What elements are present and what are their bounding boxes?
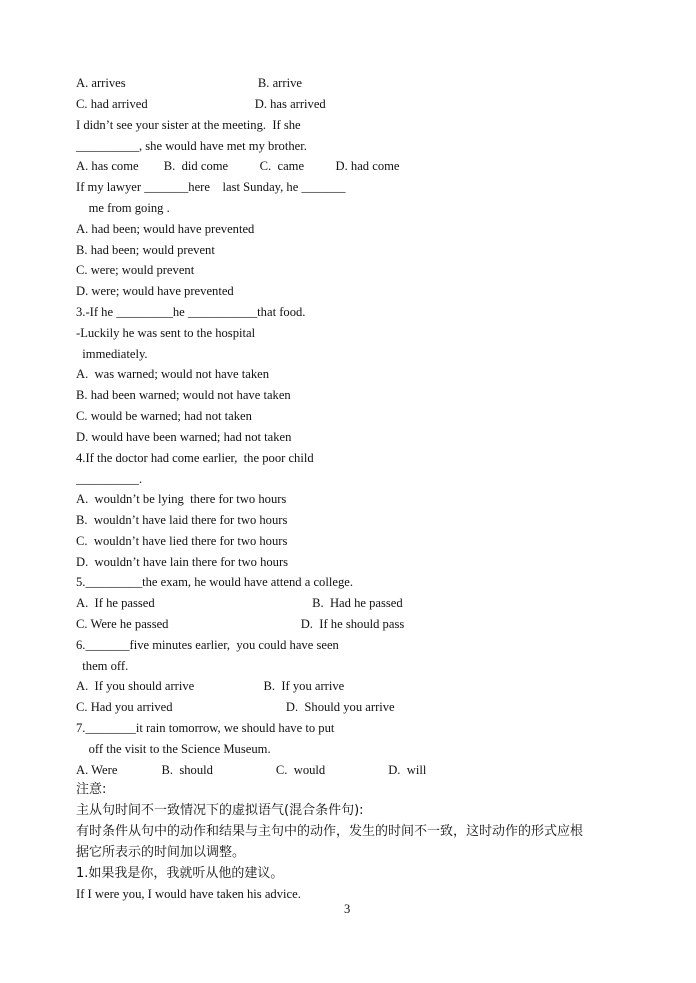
- text-line: D. would have been warned; had not taken: [76, 430, 292, 444]
- text-line: C. had arrived D. has arrived: [76, 97, 326, 111]
- text-line: A. has come B. did come C. came D. had come: [76, 159, 400, 173]
- text-line: 5._________the exam, he would have attend a college.: [76, 575, 353, 589]
- text-line: C. wouldn’t have lied there for two hours: [76, 534, 288, 548]
- text-line: A. was warned; would not have taken: [76, 367, 270, 381]
- text-line: D. wouldn’t have lain there for two hours: [76, 555, 289, 569]
- text-line: B. wouldn’t have laid there for two hours: [76, 513, 288, 527]
- text-line: 7.________it rain tomorrow, we should have to put: [76, 721, 335, 735]
- text-line: 有时条件从句中的动作和结果与主句中的动作，发生的时间不一致，这时动作的形式应根: [76, 824, 584, 839]
- text-line: D. were; would have prevented: [76, 284, 234, 298]
- text-line: off the visit to the Science Museum.: [76, 742, 271, 756]
- text-line: 6._______five minutes earlier, you could have seen: [76, 638, 339, 652]
- text-line: them off.: [76, 659, 129, 673]
- text-line: A. arrives B. arrive: [76, 76, 302, 90]
- text-line: I didn’t see your sister at the meeting. If she: [76, 118, 301, 132]
- text-line: A. Were B. should C. would D. will: [76, 763, 427, 777]
- text-line: A. had been; would have prevented: [76, 222, 255, 236]
- text-line: B. had been warned; would not have taken: [76, 388, 291, 402]
- text-line: 注意:: [76, 782, 107, 797]
- text-line: A. wouldn’t be lying there for two hours: [76, 492, 287, 506]
- text-line: -Luckily he was sent to the hospital: [76, 326, 256, 340]
- page-number: 3: [344, 902, 351, 916]
- text-line: 4.If the doctor had come earlier, the poor child: [76, 451, 314, 465]
- text-line: 3.-If he _________he ___________that food.: [76, 305, 306, 319]
- text-line: A. If he passed B. Had he passed: [76, 596, 403, 610]
- text-line: 主从句时间不一致情况下的虚拟语气(混合条件句):: [76, 803, 364, 818]
- text-line: A. If you should arrive B. If you arrive: [76, 679, 345, 693]
- text-line: C. Had you arrived D. Should you arrive: [76, 700, 395, 714]
- text-line: 据它所表示的时间加以调整。: [76, 845, 246, 860]
- text-line: __________.: [76, 472, 143, 486]
- text-line: If my lawyer _______here last Sunday, he _______: [76, 180, 346, 194]
- text-line: 1.如果我是你，我就听从他的建议。: [76, 866, 284, 881]
- text-line: __________, she would have met my brother.: [76, 139, 307, 153]
- text-line: C. would be warned; had not taken: [76, 409, 252, 423]
- text-line: immediately.: [76, 347, 148, 361]
- text-line: C. Were he passed D. If he should pass: [76, 617, 405, 631]
- text-line: C. were; would prevent: [76, 263, 195, 277]
- text-line: B. had been; would prevent: [76, 243, 215, 257]
- text-line: If I were you, I would have taken his advice.: [76, 887, 301, 901]
- text-line: me from going .: [76, 201, 170, 215]
